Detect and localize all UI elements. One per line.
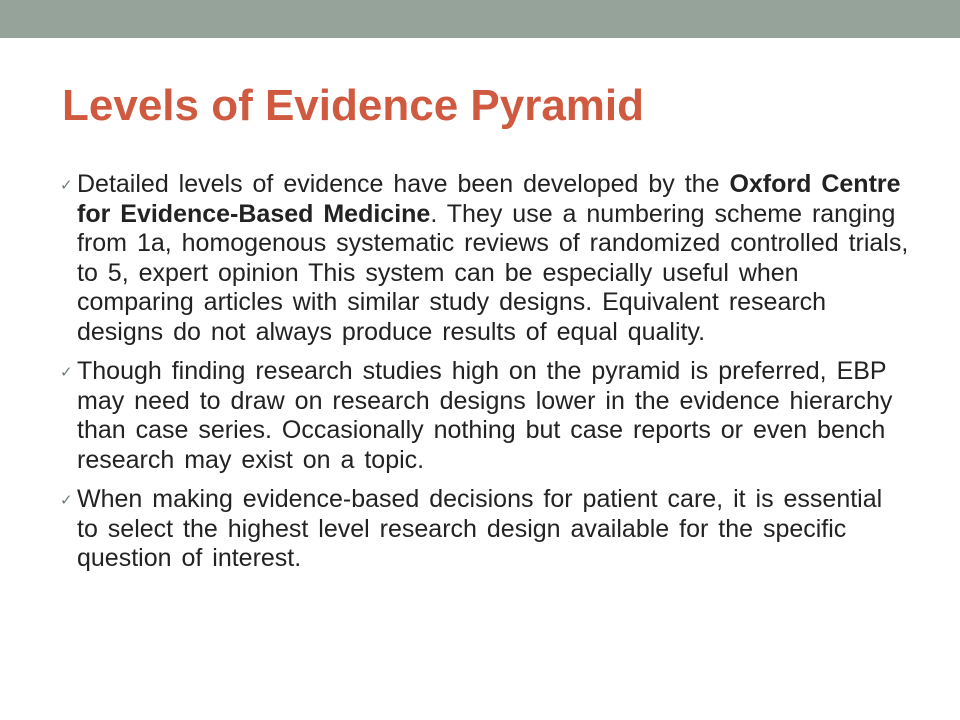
slide-title: Levels of Evidence Pyramid: [62, 81, 645, 130]
bullet-list: [60, 170, 910, 584]
top-accent-bar: [0, 0, 960, 38]
checkmark-icon: ✓: [60, 492, 73, 509]
bullet-1-bold-text: Oxford Centre for Evidence-Based Medicine: [77, 170, 901, 228]
bullet-item-1: [60, 170, 910, 347]
bullet-1-text-before: Detailed levels of evidence have been developed by the: [77, 170, 730, 198]
checkmark-icon: ✓: [60, 177, 73, 194]
bullet-item-2: [60, 357, 910, 475]
bullet-item-3: [60, 485, 910, 574]
bullet-1-text-after: . They use a numbering scheme ranging from 1a, homogenous systematic reviews of randomized controlled trials, to 5, expert opinion This system can be especially useful when comparing articles with similar study designs. Equivalent research designs do not always produce results of equal quality.: [77, 199, 909, 346]
checkmark-icon: ✓: [60, 364, 73, 381]
bullet-3-text: When making evidence-based decisions for patient care, it is essential to select the highest level research design available for the specific question of interest.: [77, 485, 883, 572]
bullet-2-text: Though finding research studies high on the pyramid is preferred, EBP may need to draw on research designs lower in the evidence hierarchy than case series. Occasionally nothing but case reports or even bench research may exist on a topic.: [77, 357, 893, 474]
